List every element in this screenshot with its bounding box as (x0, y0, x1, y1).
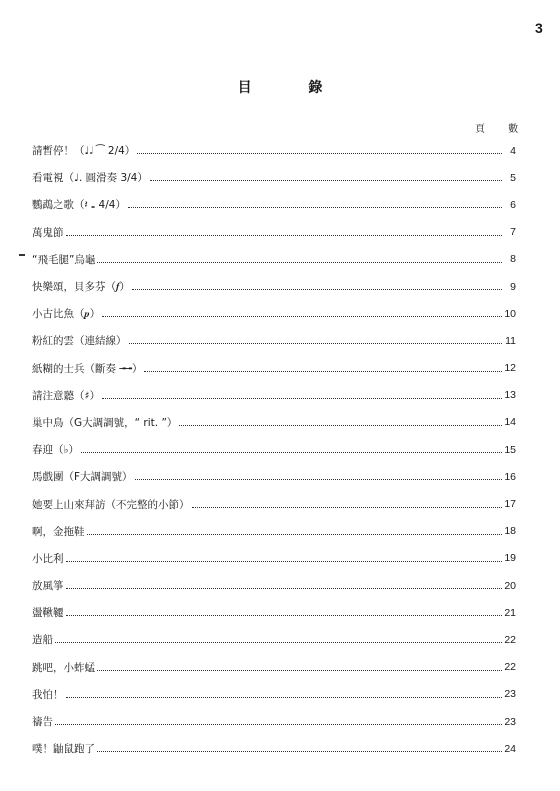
toc-entry-page: 12 (504, 362, 516, 375)
dot-leader (97, 670, 502, 671)
toc-entry-title: 造船 (32, 634, 53, 647)
toc-entry-title: 放風箏 (32, 580, 64, 593)
toc-entry[interactable] (32, 273, 516, 300)
dot-leader (66, 588, 503, 589)
stray-mark (19, 254, 25, 256)
dot-leader (179, 425, 502, 426)
toc-entry[interactable] (32, 654, 516, 681)
toc-entry-page: 15 (504, 443, 516, 456)
toc-entry-page: 5 (510, 171, 516, 184)
toc-entry-title: 請注意聽（♯） (32, 389, 101, 402)
toc-entry-page: 23 (504, 715, 516, 728)
toc-entry-page: 11 (505, 334, 516, 347)
dot-leader (128, 207, 502, 208)
dot-leader (66, 615, 503, 616)
toc-entry-title: 小比利 (32, 552, 64, 565)
toc-entry[interactable] (32, 137, 516, 164)
dot-leader (102, 316, 502, 317)
dot-leader (137, 153, 502, 154)
dot-leader (66, 561, 503, 562)
toc-entry[interactable] (32, 382, 516, 409)
toc-entry-title: 萬鬼節 (32, 226, 64, 239)
toc-entry[interactable] (32, 164, 516, 191)
toc-entry[interactable] (32, 436, 516, 463)
dot-leader (66, 235, 503, 236)
dot-leader (150, 180, 502, 181)
dot-leader (144, 371, 502, 372)
toc-entry[interactable] (32, 708, 516, 735)
toc-entry-page: 10 (504, 307, 516, 320)
toc-entry-title: 紙糊的士兵（斷奏 ╼╼） (32, 362, 143, 375)
page-column-header: 頁 數 (475, 124, 529, 135)
toc-entry-page: 22 (504, 661, 516, 674)
dot-leader (87, 534, 503, 535)
toc-entry-title: 盪鞦韆 (32, 607, 64, 620)
toc-entry-page: 24 (504, 742, 516, 755)
toc-entry[interactable] (32, 572, 516, 599)
toc-entry-title: 鸚鵡之歌（𝄽 𝅝 4/4） (32, 199, 126, 212)
dot-leader (81, 452, 502, 453)
toc-entry-page: 6 (510, 198, 516, 211)
toc-entry-title: 我怕！ (32, 688, 64, 701)
dot-leader (135, 479, 502, 480)
toc-entry[interactable] (32, 735, 516, 762)
toc-entry-page: 20 (504, 579, 516, 592)
toc-entry-title: 禱告 (32, 716, 53, 729)
toc-entry-page: 21 (504, 606, 516, 619)
toc-entry-title: 請暫停！（♩𝅗𝅥 ⁀ 2/4） (32, 145, 136, 158)
dot-leader (102, 398, 502, 399)
page-title: 目 錄 (237, 80, 349, 96)
dot-leader (55, 642, 502, 643)
toc-entry-page: 22 (504, 633, 516, 646)
toc-entry[interactable] (32, 300, 516, 327)
toc-entry-page: 4 (510, 144, 516, 157)
dot-leader (97, 262, 502, 263)
toc-entry-page: 19 (504, 552, 516, 565)
toc-entry[interactable] (32, 463, 516, 490)
toc-entry-page: 14 (504, 416, 516, 429)
toc-entry-title: “飛毛腿”烏龜 (32, 253, 96, 266)
toc-entry-title: 她要上山來拜訪（不完整的小節） (32, 498, 190, 511)
toc-entry[interactable] (32, 219, 516, 246)
toc-entry[interactable] (32, 599, 516, 626)
toc-entry-title: 巢中鳥（G大調調號，“ rit. ”） (32, 416, 178, 429)
toc-entry[interactable] (32, 518, 516, 545)
toc-entry-title: 跳吧，小蚱蜢 (32, 661, 95, 674)
toc-entry[interactable] (32, 681, 516, 708)
toc-entry-page: 23 (504, 688, 516, 701)
dot-leader (192, 507, 503, 508)
toc-entry[interactable] (32, 626, 516, 653)
toc-entry-title: 粉紅的雲（連結線） (32, 335, 127, 348)
page-number: 3 (535, 20, 543, 36)
dot-leader (66, 697, 503, 698)
dot-leader (97, 751, 502, 752)
toc-entry-page: 17 (504, 498, 516, 511)
toc-entry[interactable] (32, 191, 516, 218)
toc-entry-page: 18 (504, 525, 516, 538)
dot-leader (132, 289, 502, 290)
dot-leader (55, 724, 502, 725)
toc-entry[interactable] (32, 409, 516, 436)
toc-entry-page: 13 (504, 389, 516, 402)
toc-entry-page: 9 (510, 280, 516, 293)
toc-entry-title: 噗！鼬鼠跑了 (32, 743, 95, 756)
toc-entry-title: 啊，金拖鞋 (32, 525, 85, 538)
toc-entry[interactable] (32, 355, 516, 382)
toc-entry-page: 16 (504, 470, 516, 483)
toc-entry-title: 春迎（♭） (32, 444, 79, 457)
table-of-contents (32, 137, 516, 762)
dot-leader (129, 343, 503, 344)
toc-entry-title: 看電視（♩. 圓滑奏 3/4） (32, 172, 148, 185)
toc-entry[interactable] (32, 246, 516, 273)
toc-entry[interactable] (32, 490, 516, 517)
toc-entry-title: 小古比魚（𝆏） (32, 308, 101, 321)
toc-entry-page: 7 (510, 226, 516, 239)
toc-entry[interactable] (32, 545, 516, 572)
toc-entry-title: 快樂頌，貝多芬（𝆑） (32, 281, 130, 294)
toc-entry[interactable] (32, 327, 516, 354)
toc-entry-page: 8 (510, 253, 516, 266)
toc-entry-title: 馬戲團（F大調調號） (32, 471, 133, 484)
